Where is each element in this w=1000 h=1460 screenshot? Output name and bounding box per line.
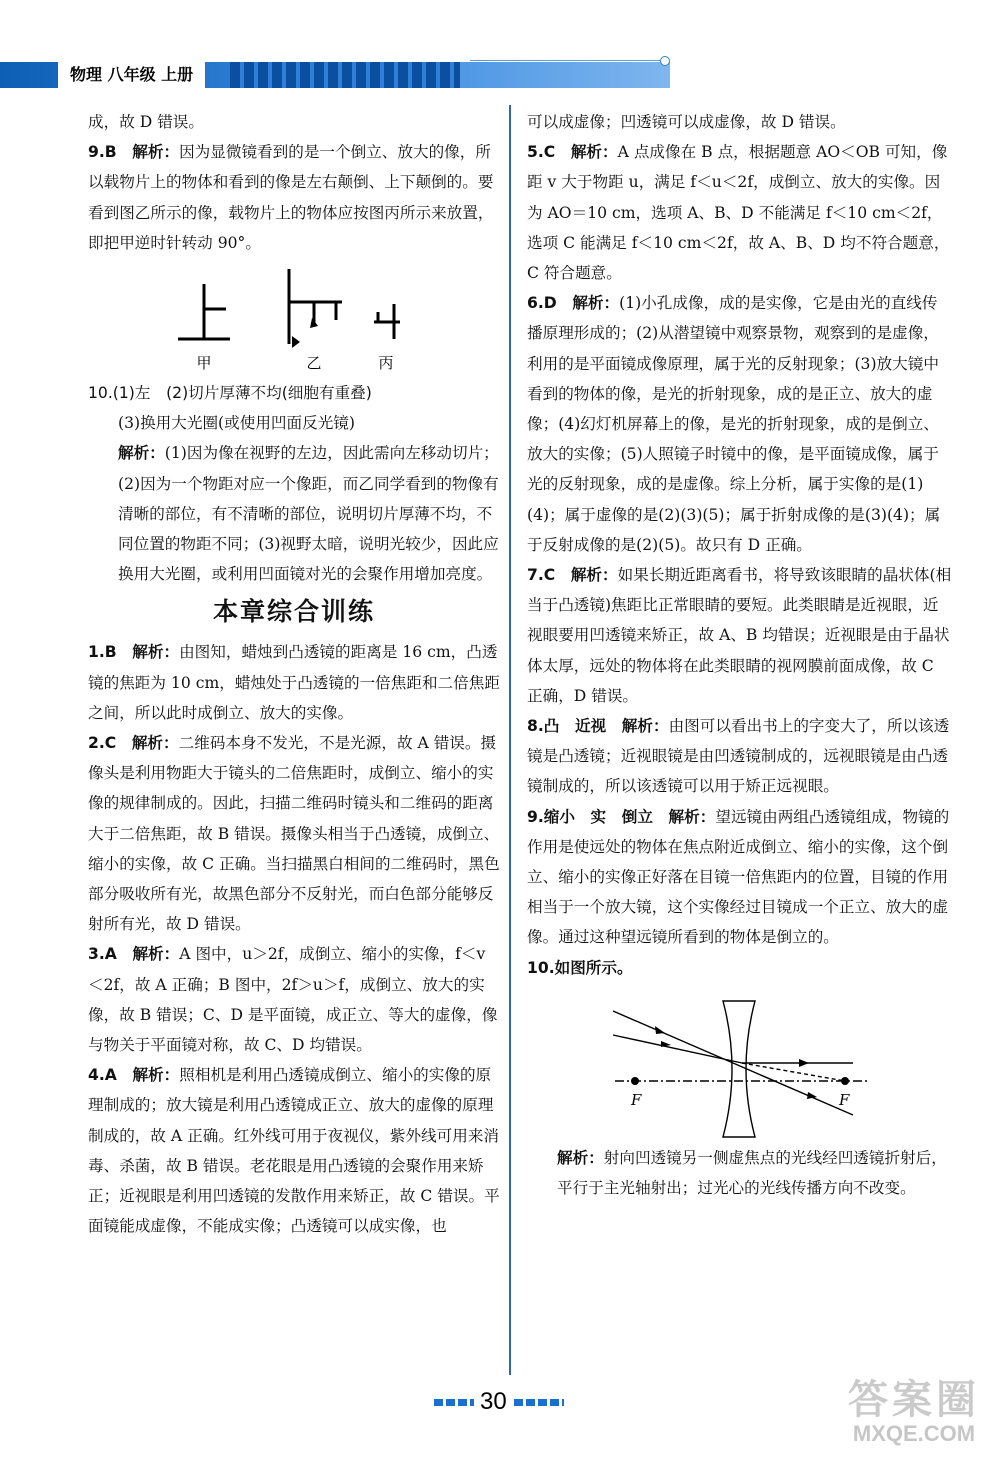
answer-7 [527, 560, 952, 711]
answer-number: 4.A [88, 1066, 117, 1085]
column-divider [509, 105, 511, 1375]
page-number: 30 [480, 1388, 507, 1415]
analysis-text: 由图知，蜡烛到凸透镜的距离是 16 cm，凸透镜的焦距为 10 cm，蜡烛处于凸透镜的一倍焦距和二倍焦距之间，所以此时成倒立、放大的实像。 [88, 643, 500, 722]
answer-number: 3.A [88, 945, 117, 964]
book-title: 物理 八年级 上册 [58, 62, 205, 88]
figure-label-jia: 甲 [196, 354, 212, 373]
analysis-label: 解析： [621, 717, 669, 736]
answer-number: 5.C [527, 143, 556, 162]
answer-3 [88, 939, 500, 1060]
analysis-label: 解析： [557, 1148, 604, 1167]
answer-2 [88, 728, 500, 939]
analysis-label: 解析： [132, 143, 180, 162]
line-continued: 成，故 D 错误。 [88, 113, 204, 131]
analysis-text: (1)小孔成像，成的是实像，它是由光的直线传播原理形成的；(2)从潜望镜中观察景物，观察到的是虚像，利用的是平面镜成像原理，属于光的反射现象；(3)放大镜中看到的物体的像，是光的折射现象，成的是正立、放大的虚像；(4)幻灯机屏幕上的像，是光的折射现象，成的是倒立、放大的实像；(5)人照镜子时镜中的像，是平面镜成像，属于光的反射现象，成的是虚像。综上分析，属于实像的是(1)(4)；属于虚像的是(2)(3)(5)；属于折射成像的是(3)(4)；属于反射成像的是(2)(5)。故只有 D 正确。 [527, 294, 941, 554]
concave-lens-figure [605, 989, 875, 1139]
concave-lens-shape [723, 1001, 755, 1137]
analysis-label: 解析： [132, 1066, 180, 1085]
analysis-text: A 点成像在 B 点，根据题意 AO＜OB 可知，像距 v 大于物距 u，满足 f＜u＜2f，成倒立、放大的实像。因为 AO＝10 cm，选项 A、B、D 不能满足 f＜10 cm＜2f，选项 C 能满足 f＜10 cm＜2f，故 A、B、D 均不符合题意，C 符合题意。 [527, 143, 950, 283]
answer-number: 6.D [527, 294, 557, 313]
header-line [470, 60, 660, 61]
answer-number: 9.缩小 实 倒立 [527, 807, 653, 826]
answer-5 [527, 137, 952, 288]
answer-number: 2.C [88, 734, 117, 753]
analysis-text: 射向凹透镜另一侧虚焦点的光线经凹透镜折射后，平行于主光轴射出；过光心的光线传播方向不改变。 [557, 1148, 947, 1198]
analysis-label: 解析： [118, 444, 165, 463]
focus-point-left [631, 1077, 639, 1085]
analysis-label: 解析： [570, 566, 618, 585]
watermark-text: 答案圈 [848, 1378, 980, 1422]
answer-number: 10.如图所示。 [527, 958, 633, 977]
answer-number: 8.凸 近视 [527, 717, 607, 736]
figure-yi-shape [289, 269, 342, 344]
answer-10-analysis [527, 1143, 952, 1203]
answer-number: 9.B [88, 143, 117, 162]
answer-4 [88, 1060, 500, 1241]
analysis-text: 照相机是利用凸透镜成倒立、缩小的实像的原理制成的；放大镜是利用凸透镜成正立、放大的虚像的原理制成的，故 A 正确。红外线可用于夜视仪，紫外线可用来消毒、杀菌，故 B 错误。老花眼是用凸透镜的会聚作用来矫正；近视眼是利用凹透镜的发散作用来矫正，故 C 错误。平面镜能成虚像，不能成实像；凸透镜可以成实像，也 [88, 1066, 500, 1236]
analysis-text: 因为显微镜看到的是一个倒立、放大的像，所以载物片上的物体和看到的像是左右颠倒、上下颠倒的。要看到图乙所示的像，载物片上的物体应按图丙所示来放置，即把甲逆时针转动 90°。 [88, 143, 494, 252]
analysis-label: 解析： [570, 143, 618, 162]
focus-point-right [841, 1077, 849, 1085]
answer-10-analysis [88, 438, 500, 589]
figure-jia-shape [178, 284, 230, 339]
analysis-label: 解析： [132, 643, 180, 662]
answer-number: 1.B [88, 643, 117, 662]
analysis-text: A 图中，u＞2f，成倒立、缩小的实像，f＜v＜2f，故 A 正确；B 图中，2f＞u＞f，成倒立、放大的实像，故 B 错误；C、D 是平面镜，成正立、等大的虚像，像与物关于平面镜对称，故 C、D 均错误。 [88, 945, 498, 1055]
answer-10-line2: (3)换用大光圈(或使用凹面反光镜) [118, 414, 355, 433]
analysis-text: 二维码本身不发光，不是光源，故 A 错误。摄像头是利用物距大于镜头的二倍焦距时，成倒立、缩小的实像的规律制成的。因此，扫描二维码时镜头和二维码的距离大于二倍焦距，故 B 错误。摄像头相当于凸透镜，成倒立、缩小的实像，故 C 正确。当扫描黑白相间的二维码时，黑色部分吸收所有光，故黑色部分不反射光，而白色部分能够反射所有光，故 D 错误。 [88, 734, 500, 934]
figure-label-bing: 丙 [378, 354, 394, 373]
analysis-label: 解析： [132, 945, 180, 964]
virtual-extension [742, 1063, 845, 1081]
answer-1 [88, 637, 500, 728]
left-column [88, 107, 500, 1242]
answer-9 [88, 137, 500, 258]
answer-10 [527, 953, 952, 983]
analysis-text: 如果长期近距离看书，将导致该眼睛的晶状体(相当于凸透镜)焦距比正常眼睛的要短。此类眼睛是近视眼，近视眼要用凹透镜来矫正，故 A、B 均错误；近视眼是由于晶状体太厚，远处的物体将在此类眼睛的视网膜前面成像，故 C 正确，D 错误。 [527, 566, 952, 705]
figure-bing-shape [374, 304, 400, 339]
analysis-text: (1)因为像在视野的左边，因此需向左移动切片；(2)因为一个物距对应一个像距，而乙同学看到的物像有清晰的部位，有不清晰的部位，说明切片厚薄不均，不同位置的物距不同；(3)视野太暗，说明光较少，因此应换用大光圈，或利用凹面镜对光的会聚作用增加亮度。 [118, 444, 499, 584]
watermark-url: MXQE.COM [852, 1421, 976, 1446]
answer-9 [527, 802, 952, 953]
answer-10-line1: 10.(1)左 (2)切片厚薄不均(细胞有重叠) [88, 384, 372, 403]
focus-label-left: F [630, 1090, 641, 1109]
microscope-figure [164, 264, 424, 374]
focus-label-right: F [838, 1090, 849, 1109]
figure-label-yi: 乙 [306, 354, 322, 373]
analysis-label: 解析： [131, 734, 179, 753]
page-decoration-right [514, 1399, 564, 1406]
analysis-text: 望远镜由两组凸透镜组成，物镜的作用是使远处的物体在焦点附近成倒立、缩小的实像，这个倒立、缩小的实像正好落在目镜一倍焦距内的位置，目镜的作用相当于一个放大镜，这个实像经过目镜成一个正立、放大的虚像。通过这种望远镜所看到的物体是倒立的。 [527, 807, 950, 947]
page-decoration-left [434, 1399, 474, 1406]
line-continued: 可以成虚像；凹透镜可以成虚像，故 D 错误。 [527, 113, 846, 131]
right-column [527, 107, 952, 1203]
analysis-label: 解析： [668, 807, 716, 826]
header-stripes [230, 62, 460, 88]
answer-8 [527, 711, 952, 802]
analysis-text: 由图可以看出书上的字变大了，所以该透镜是凸透镜；近视眼镜是由凹透镜制成的，远视眼镜是由凸透镜制成的，所以该透镜可以用于矫正远视眼。 [527, 717, 950, 796]
header-dot [660, 56, 670, 66]
analysis-label: 解析： [572, 294, 620, 313]
answer-number: 7.C [527, 566, 556, 585]
page-number-block [434, 1384, 574, 1420]
answer-6 [527, 288, 952, 560]
watermark-logo [848, 1378, 980, 1446]
section-title: 本章综合训练 [212, 597, 375, 627]
